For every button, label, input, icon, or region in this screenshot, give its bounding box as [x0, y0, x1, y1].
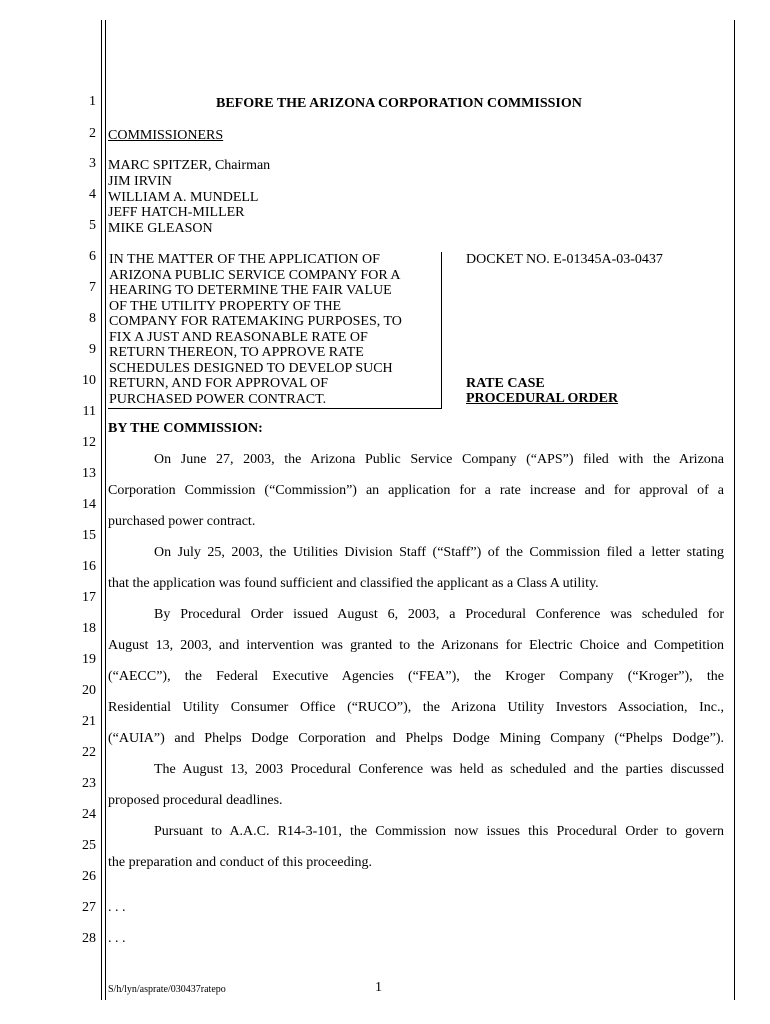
body-line: August 13, 2003, and intervention was granted to the Arizonans for Electric Choice and Competition — [108, 638, 724, 653]
body-line: (“AECC”), the Federal Executive Agencies (“FEA”), the Kroger Company (“Kroger”), the — [108, 669, 724, 684]
commissioners-heading: COMMISSIONERS — [108, 128, 224, 143]
commissioner-name: MARC SPITZER, Chairman — [108, 158, 271, 173]
commissioner-name: WILLIAM A. MUNDELL — [108, 190, 259, 205]
left-margin-rule-inner — [105, 20, 106, 1000]
by-the-commission: BY THE COMMISSION: — [108, 421, 263, 436]
body-line: (“AUIA”) and Phelps Dodge Corporation and Phelps Dodge Mining Company (“Phelps Dodge”). — [108, 731, 724, 746]
body-line: The August 13, 2003 Procedural Conference was held as scheduled and the parties discussed — [154, 762, 724, 777]
caption-line: SCHEDULES DESIGNED TO DEVELOP SUCH — [109, 360, 393, 376]
line-number: 25 — [82, 838, 96, 853]
ellipsis-line: . . . — [108, 900, 126, 915]
body-line: By Procedural Order issued August 6, 2003, a Procedural Conference was scheduled for — [154, 607, 724, 622]
line-number: 2 — [89, 126, 96, 141]
body-line: Corporation Commission (“Commission”) an application for a rate increase and for approval of a — [108, 483, 724, 498]
line-number: 14 — [82, 497, 96, 512]
line-number: 3 — [89, 156, 96, 171]
caption-line: COMPANY FOR RATEMAKING PURPOSES, TO — [109, 314, 402, 329]
line-number: 16 — [82, 559, 96, 574]
line-number: 21 — [82, 714, 96, 729]
line-number: 15 — [82, 528, 96, 543]
body-line: Residential Utility Consumer Office (“RUCO”), the Arizona Utility Investors Association, Inc., — [108, 700, 724, 715]
line-number: 9 — [89, 342, 96, 357]
line-number: 22 — [82, 745, 96, 760]
line-number: 7 — [89, 280, 96, 295]
caption-line: RETURN, AND FOR APPROVAL OF — [109, 376, 328, 391]
caption-line: PURCHASED POWER CONTRACT. — [109, 391, 327, 407]
line-number: 20 — [82, 683, 96, 698]
ellipsis-line: . . . — [108, 931, 126, 946]
line-number: 6 — [89, 249, 96, 264]
body-line: proposed procedural deadlines. — [108, 793, 283, 808]
caption-line: IN THE MATTER OF THE APPLICATION OF — [109, 252, 380, 267]
line-number: 24 — [82, 807, 96, 822]
commissioner-name: JIM IRVIN — [108, 174, 172, 189]
caption-line: OF THE UTILITY PROPERTY OF THE — [109, 298, 342, 314]
body-line: On July 25, 2003, the Utilities Division Staff (“Staff”) of the Commission filed a letter stating — [154, 545, 724, 560]
caption-line: ARIZONA PUBLIC SERVICE COMPANY FOR A — [109, 267, 401, 283]
caption-line: RETURN THEREON, TO APPROVE RATE — [109, 345, 364, 360]
order-title-line-2: PROCEDURAL ORDER — [466, 391, 619, 406]
line-number: 17 — [82, 590, 96, 605]
commissioner-name: MIKE GLEASON — [108, 221, 213, 236]
line-number: 13 — [82, 466, 96, 481]
body-line: Pursuant to A.A.C. R14-3-101, the Commission now issues this Procedural Order to govern — [154, 824, 724, 839]
line-number: 1 — [89, 94, 96, 109]
line-number: 11 — [82, 404, 96, 419]
left-margin-rule — [101, 20, 102, 1000]
line-number: 23 — [82, 776, 96, 791]
commissioner-name: JEFF HATCH-MILLER — [108, 205, 245, 220]
line-number: 8 — [89, 311, 96, 326]
right-margin-rule — [734, 20, 735, 1000]
body-line: On June 27, 2003, the Arizona Public Service Company (“APS”) filed with the Arizona — [154, 452, 724, 467]
line-number: 18 — [82, 621, 96, 636]
line-number: 12 — [82, 435, 96, 450]
line-number: 10 — [82, 373, 96, 388]
line-number: 26 — [82, 869, 96, 884]
caption-line: HEARING TO DETERMINE THE FAIR VALUE — [109, 283, 392, 298]
line-number: 4 — [89, 187, 96, 202]
line-number: 5 — [89, 218, 96, 233]
body-line: the preparation and conduct of this proceeding. — [108, 855, 372, 870]
body-line: purchased power contract. — [108, 514, 256, 529]
line-number: 19 — [82, 652, 96, 667]
footer-file-path: S/h/lyn/asprate/030437ratepo — [108, 984, 226, 995]
document-title: BEFORE THE ARIZONA CORPORATION COMMISSION — [216, 96, 582, 111]
line-number: 28 — [82, 931, 96, 946]
page-number: 1 — [375, 980, 382, 995]
docket-number: DOCKET NO. E-01345A-03-0437 — [466, 252, 663, 267]
body-line: that the application was found sufficient and classified the applicant as a Class A utility. — [108, 576, 599, 591]
order-title-line-1: RATE CASE — [466, 376, 545, 391]
caption-line: FIX A JUST AND REASONABLE RATE OF — [109, 329, 368, 345]
line-number: 27 — [82, 900, 96, 915]
